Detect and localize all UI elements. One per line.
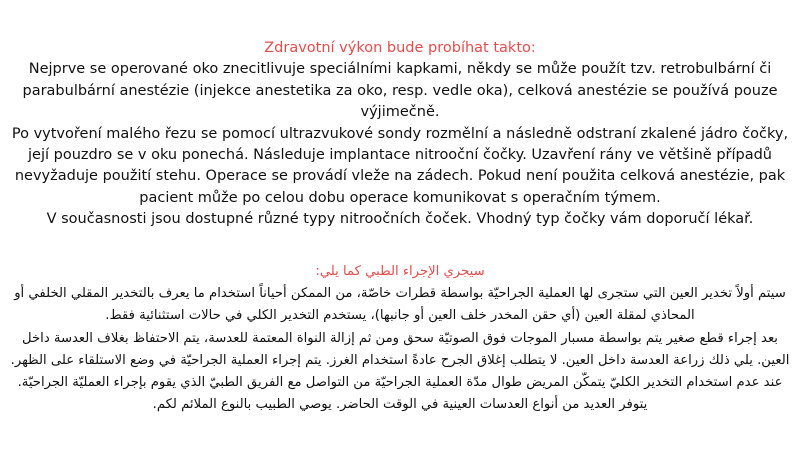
arabic-paragraph-anesthesia: سيتم أولاً تخدير العين التي ستجرى لها العملية الجراحيّة بواسطة قطرات خاصّة، من الممكن أحياناً استخدام ما يعرف بالتخدير المقلي الخلفي أو المحاذي لمقلة العين (أي حقن المخدر خلف العين أو جانبها)، يستخدم التخدير الكلي في حالات استثنائية فقط. <box>14 286 786 324</box>
czech-paragraph-procedure: Po vytvoření malého řezu se pomocí ultrazvukové sondy rozmělní a následně odstraní zkalené jádro čočky, její pouzdro se v oku ponechá. Následuje implantace nitrooční čočky. Uzavření rány ve většině případů nevyžaduje použití stehu. Operace se provádí vleže na zádech. Pokud není použita celková anestézie, pak pacient může po celou dobu operace komunikovat s operačním týmem. <box>11 125 789 206</box>
czech-paragraph-lens-types: V současnosti jsou dostupné různé typy nitroočních čoček. Vhodný typ čočky vám doporučí lékař. <box>46 211 754 228</box>
czech-paragraph-anesthesia: Nejprve se operované oko znecitlivuje speciálními kapkami, někdy se může použít tzv. retrobulbární či parabulbární anestézie (injekce anestetika za oko, resp. vedle oka), celková anestézie se používá pouze výjimečně. <box>22 61 778 121</box>
arabic-section <box>4 261 796 416</box>
arabic-paragraph-procedure: بعد إجراء قطع صغير يتم بواسطة مسبار الموجات فوق الصوتيّة سحق ومن ثم إزالة النواة المعتمة للعدسة، يتم الاحتفاظ بغلاف العدسة داخل العين. يلي ذلك زراعة العدسة داخل العين. لا يتطلب إغلاق الجرح عادةً استخدام الغرز. يتم إجراء العملية الجراحيّة في وضع الاستلقاء على الظهر. عند عدم استخدام التخدير الكليّ يتمكّن المريض طوال مدّة العملية الجراحيّة من التواصل مع الفريق الطبيّ الذي يقوم بإجراء العمليّة الجراحيّة. <box>10 330 790 391</box>
czech-heading: Zdravotní výkon bude probíhat takto: <box>264 40 536 56</box>
arabic-paragraph-lens-types: يتوفر العديد من أنواع العدسات العينية في الوقت الحاضر. يوصي الطبيب بالنوع الملائم لكم. <box>152 397 648 413</box>
czech-section <box>4 38 796 231</box>
arabic-heading: سيجري الإجراء الطبي كما يلي: <box>315 264 485 279</box>
